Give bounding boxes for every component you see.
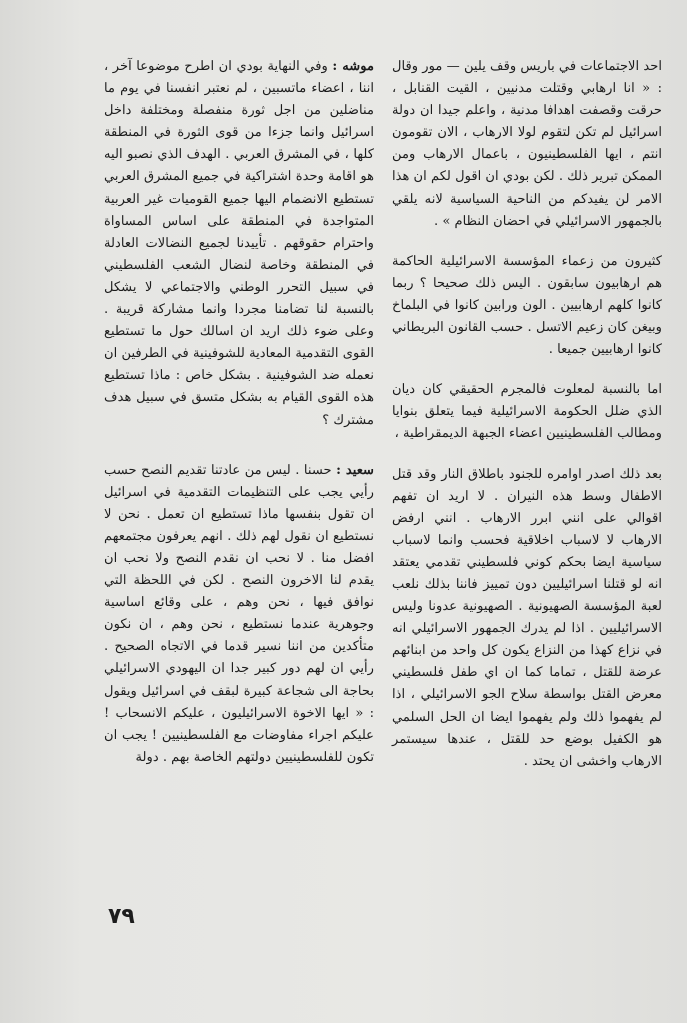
paragraph: [104, 56, 374, 432]
speaker-label: موشه :: [332, 59, 374, 74]
paragraph: [104, 460, 374, 769]
paragraph-text: وفي النهاية بودي ان اطرح موضوعا آخر ، اننا ، اعضاء ماتسبين ، لم نعتبر انفسنا في يوم ما مناضلين من اجل ثورة منفصلة ومختلفة داخل اسرائيل وانما جزءا من قوى الثورة في المنطقة كلها ، في المشرق العربي . الهدف الذي نصبو اليه هو اقامة وحدة اشتراكية في جميع المشرق العربي تستطيع الانضمام اليها جميع القوميات غير العربية المتواجدة في المنطقة على اساس المساواة واحترام حقوقهم . تأييدنا لجميع النضالات العادلة في المنطقة وخاصة لنضال الشعب الفلسطيني في سبيل التحرر الوطني والاجتماعي لا يشكل بالنسبة لنا تضامنا مجردا وانما مشاركة قريبة . وعلى ضوء ذلك اريد ان اسالك حول ما تستطيع القوى التقدمية المعادية للشوفينية في الطرفين ان نعمله ضد الشوفينية . بشكل خاص : ماذا تستطيع هذه القوى القيام به بشكل متسق في سبيل هدف مشترك ؟: [104, 59, 374, 428]
paragraph: كثيرون من زعماء المؤسسة الاسرائيلية الحاكمة هم ارهابيون سابقون . اليس ذلك صحيحا ؟ ربما كانوا كلهم ارهابيين . الون ورابين كانوا في البلماخ وبيغن كان زعيم الاتسل . حسب القانون البريطاني كانوا ارهابيين جميعا .: [392, 253, 662, 358]
column-divider: [382, 52, 383, 912]
right-column: [392, 56, 662, 773]
paragraph: بعد ذلك اصدر اوامره للجنود باطلاق النار وقد قتل الاطفال وسط هذه النيران . لا اريد ان تفهم اقوالي على انني ابرر الارهاب . انني ارفض الارهاب لا لاسباب اخلاقية فحسب وانما لاسباب سياسية ايضا بحكم كوني فلسطيني تقدمي يعتقد انه لو قتلنا اسرائيليين دون تمييز فاننا بذلك نلعب لعبة المؤسسة الصهيونية . الصهيونية عدونا وليس الاسرائيليين . اذا لم يدرك الجمهور الاسرائيلي انه في نزاع كهذا من النزاع يكون كل واحد من ابنائهم عرضة للقتل ، تماما كما ان اي طفل فلسطيني معرض القتل بواسطة سلاح الجو الاسرائيلي ، اذا لم يفهموا ذلك ولم يفهموا ايضا ان الحل السلمي هو الكفيل بوضع حد للقتل ، عندها سيستمر الارهاب واخشى ان يحتد .: [392, 466, 662, 769]
speaker-label: سعيد :: [336, 462, 374, 478]
left-column: [104, 56, 374, 769]
paragraph: اما بالنسبة لمعلوت فالمجرم الحقيقي كان ديان الذي ضلل الحكومة الاسرائيلية فيما يتعلق بنوايا ومطالب الفلسطينيين اعضاء الجبهة الديمقراطية ،: [392, 382, 662, 442]
paragraph-text: حسنا . ليس من عادتنا تقديم النصح حسب رأيي يجب على التنظيمات التقدمية في اسرائيل ان تقول بنفسها ماذا تستطيع ان تعمل . نحن لا نستطيع ان نقول لهم ذلك . انهم يعرفون مجتمعهم افضل منا . لا نحب ان نقدم النصح ولا نحب ان يقدم لنا الاخرون النصح . لكن في اللحظة التي نوافق فيها ، نحن وهم ، على وقائع اساسية وجوهرية عندما نستطيع ، نحن وهم ، ان نكون متأكدين من اننا نسير قدما في الاتجاه الصحيح . رأيي ان لهم دور كبير جدا ان اليهودي الاسرائيلي بحاجة الى شجاعة كبيرة لبقف في اسرائيل ويقول : « ايها الاخوة الاسرائيليون ، عليكم الانسحاب ! عليكم اجراء مفاوضات مع الفلسطينيين ! يجب ان تكون للفلسطينيين دولتهم الخاصة بهم . دولة: [104, 462, 374, 765]
paragraph: احد الاجتماعات في باريس وقف يلين — مور وقال : « انا ارهابي وقتلت مدنيين ، القيت القنابل ، حرقت وقصفت اهدافا مدنية ، واعلم جيدا ان دولة اسرائيل لم تكن لتقوم لولا الارهاب ، الان تقومون انتم ، ايها الفلسطينيون ، باعمال الارهاب ومن الممكن تبرير ذلك . لكن بودي ان اقول لكم ان هذا الامر لن يفيدكم من الناحية السياسية لانه يلقي بالجمهور الاسرائيلي في احضان النظام » .: [391, 59, 662, 229]
page-number: ٧٩: [108, 904, 135, 929]
